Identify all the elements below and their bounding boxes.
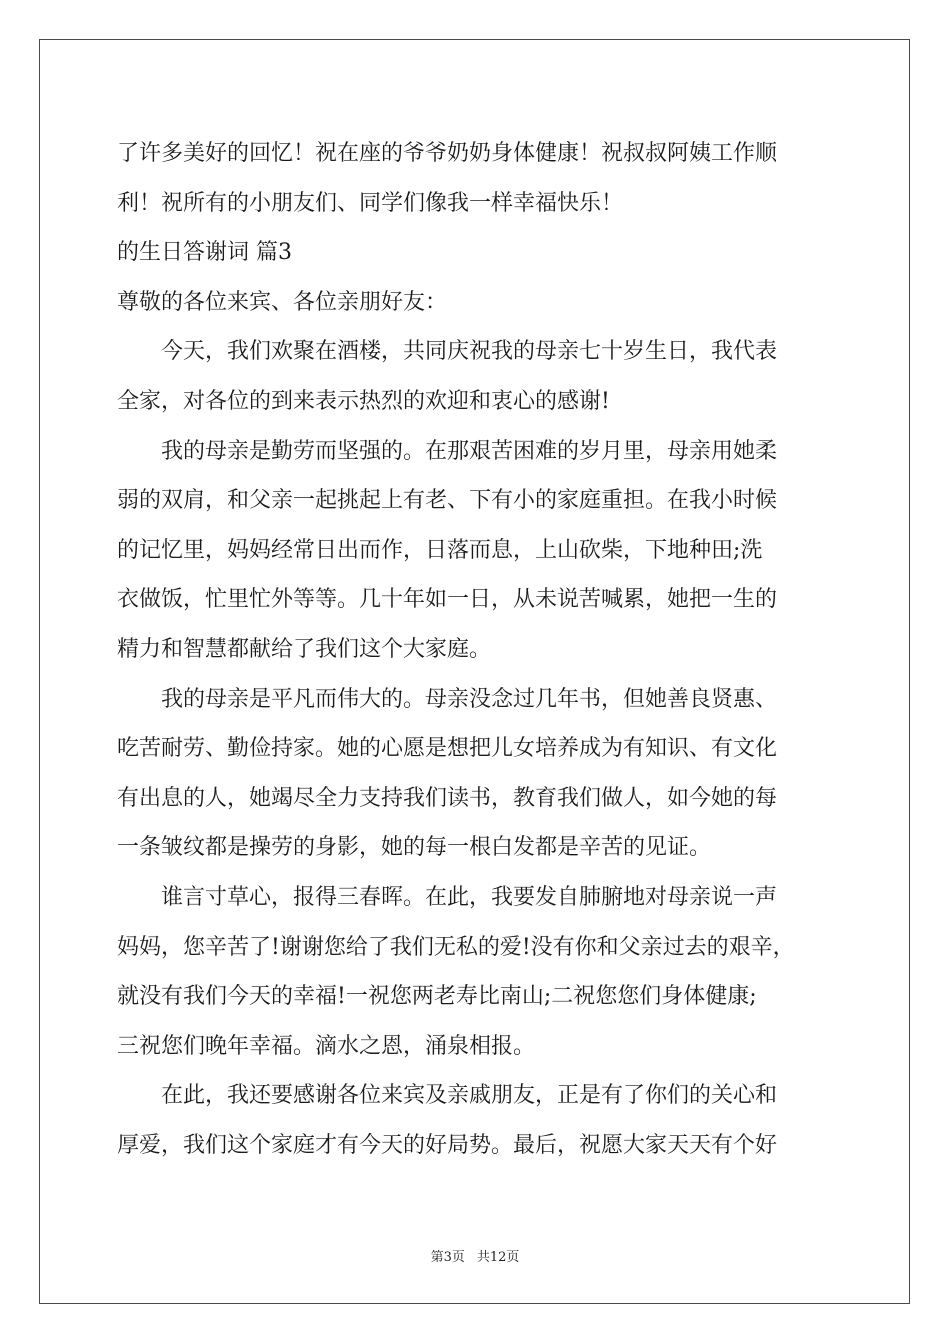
paragraph-first-line: 我的母亲是平凡而伟大的。母亲没念过几年书，但她善良贤惠、 <box>161 686 778 712</box>
text-line: 妈妈，您辛苦了!谢谢您给了我们无私的爱!没有你和父亲过去的艰辛， <box>117 934 795 960</box>
text-line: 的记忆里，妈妈经常日出而作，日落而息，上山砍柴，下地种田;洗 <box>117 537 763 563</box>
page-number: 第3页 <box>430 1250 465 1265</box>
paragraph-first-line: 在此，我还要感谢各位来宾及亲戚朋友，正是有了你们的关心和 <box>161 1083 778 1109</box>
text-line: 厚爱，我们这个家庭才有今天的好局势。最后，祝愿大家天天有个好 <box>117 1132 778 1158</box>
paragraph-first-line: 谁言寸草心，报得三春晖。在此，我要发自肺腑地对母亲说一声 <box>161 884 778 910</box>
text-line: 就没有我们今天的幸福!一祝您两老寿比南山;二祝您您们身体健康; <box>117 984 757 1010</box>
text-line: 吃苦耐劳、勤俭持家。她的心愿是想把儿女培养成为有知识、有文化 <box>117 736 778 762</box>
paragraph-first-line: 我的母亲是勤劳而坚强的。在那艰苦困难的岁月里，母亲用她柔 <box>161 438 778 464</box>
section-heading: 的生日答谢词 篇3 <box>117 240 292 266</box>
text-line: 弱的双肩，和父亲一起挑起上有老、下有小的家庭重担。在我小时候 <box>117 488 778 514</box>
text-line: 三祝您们晚年幸福。滴水之恩，涌泉相报。 <box>117 1033 536 1059</box>
salutation: 尊敬的各位来宾、各位亲朋好友： <box>117 289 448 315</box>
page-footer <box>0 1246 950 1265</box>
document-body <box>117 129 857 1170</box>
text-line: 利！祝所有的小朋友们、同学们像我一样幸福快乐！ <box>117 190 624 216</box>
text-line: 有出息的人，她竭尽全力支持我们读书，教育我们做人，如今她的每 <box>117 785 778 811</box>
text-line: 全家，对各位的到来表示热烈的欢迎和衷心的感谢! <box>117 388 610 414</box>
text-line: 了许多美好的回忆！祝在座的爷爷奶奶身体健康！祝叔叔阿姨工作顺 <box>117 141 778 166</box>
text-line: 一条皱纹都是操劳的身影，她的每一根白发都是辛苦的见证。 <box>117 835 712 861</box>
text-line: 精力和智慧都献给了我们这个大家庭。 <box>117 636 492 662</box>
page-total: 共12页 <box>476 1250 520 1265</box>
paragraph-first-line: 今天，我们欢聚在酒楼，共同庆祝我的母亲七十岁生日，我代表 <box>161 339 778 365</box>
text-line: 衣做饭，忙里忙外等等。几十年如一日，从未说苦喊累，她把一生的 <box>117 587 778 613</box>
